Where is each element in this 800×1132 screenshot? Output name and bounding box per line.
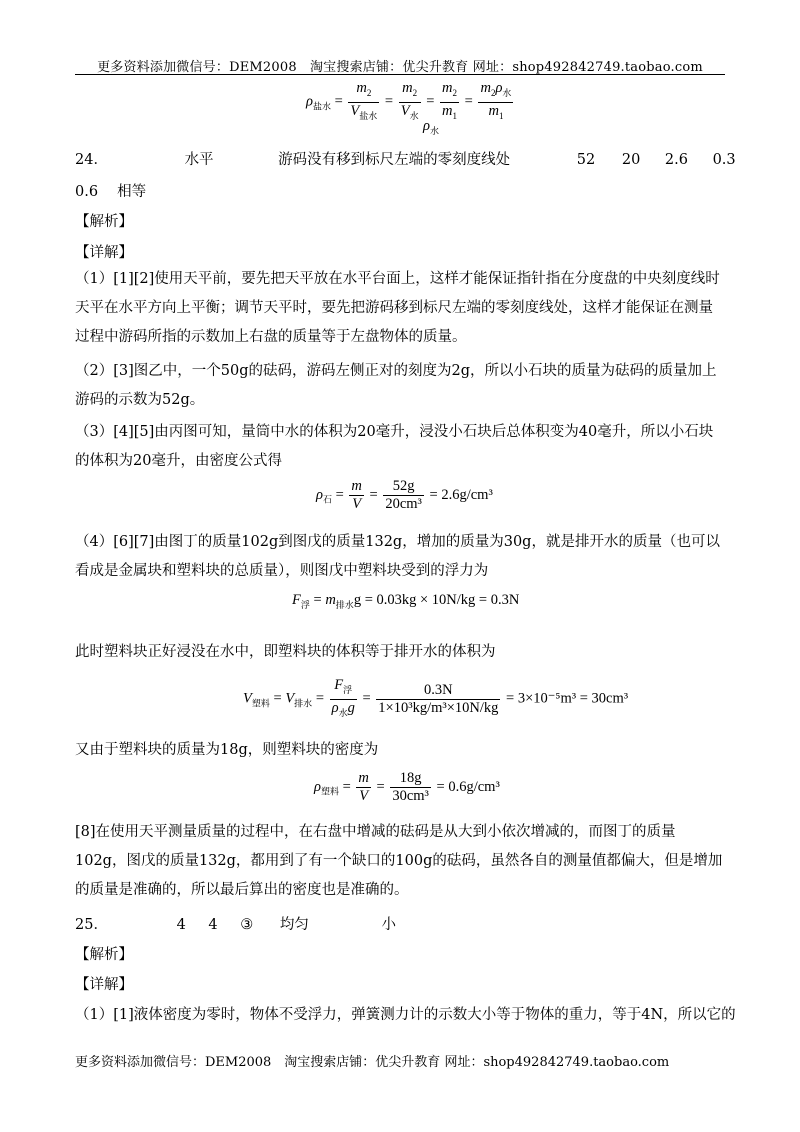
q24-analysis-heading: 【解析】 bbox=[75, 214, 133, 230]
formula-stone-density: $\rho_石$ = $\frac{m}{V}$ = $\frac{52g}{\text{20cm³}}$ = 2.6g/cm³ bbox=[316, 478, 493, 512]
q25-answer-3: ③ bbox=[240, 917, 254, 933]
page-footer: 更多资料添加微信号：DEM2008 淘宝搜索店铺：优尖升教育 网址：shop492842749.taobao.com bbox=[75, 1055, 670, 1070]
q25-answer-5: 小 bbox=[381, 917, 396, 933]
q24-paragraph-4: （4）[6][7]由图丁的质量102g到图戊的质量132g，增加的质量为30g，就是排开水的质量（也可以看成是金属块和塑料块的总质量），则图戊中塑料块受到的浮力为 bbox=[75, 534, 720, 579]
q24-paragraph-6: 又由于塑料块的质量为18g，则塑料块的密度为 bbox=[75, 742, 379, 758]
q24-paragraph-3: （3）[4][5]由丙图可知，量筒中水的体积为20毫升，浸没小石块后总体积变为40毫升，所以小石块的体积为20毫升，由密度公式得 bbox=[75, 424, 714, 469]
q25-detail-heading: 【详解】 bbox=[75, 977, 133, 993]
q25-answer-4: 均匀 bbox=[279, 917, 309, 933]
q25-number: 25． bbox=[75, 917, 108, 933]
q24-number: 24． bbox=[75, 152, 108, 168]
q24-answers-cont: 0.6 相等 bbox=[75, 184, 147, 200]
formula-plastic-volume: $V_{塑料} = V_{排水}$ = $\frac{F_浮}{\rho_水g}$ = $\frac{0.3N}{\text{1×10³kg/m³×10N/kg}}$ = 3×10⁻⁵m³ = 30cm³ bbox=[243, 677, 629, 718]
q25-analysis-heading: 【解析】 bbox=[75, 947, 133, 963]
q24-answers bbox=[75, 150, 736, 170]
q25-answer-2: 4 bbox=[208, 917, 218, 933]
q24-paragraph-7: [8]在使用天平测量质量的过程中，在右盘中增减的砝码是从大到小依次增减的，而图丁的质量102g，图戊的质量132g，都用到了有一个缺口的100g的砝码，虽然各自的测量值都偏大，但是增加的质量是准确的，所以最后算出的密度也是准确的。 bbox=[75, 824, 723, 898]
q24-answer-6: 0.3 bbox=[712, 152, 736, 168]
formula-saltwater-density: $\rho_{盐水}$ = $\frac{m_2}{V_{盐水}}$ = $\frac{m_2}{V_水}$ = $\frac{m_2}{m_1}$ = $\frac{m_2\rho_水}{m_1}$ bbox=[306, 80, 512, 121]
q25-answer-1: 4 bbox=[176, 917, 186, 933]
formula-rho-water: $\rho_水$ bbox=[423, 118, 439, 136]
q24-paragraph-5: 此时塑料块正好浸没在水中，即塑料块的体积等于排开水的体积为 bbox=[75, 644, 496, 660]
q24-answer-3: 52 bbox=[576, 152, 596, 168]
q24-answer-4: 20 bbox=[621, 152, 641, 168]
q24-answer-1: 水平 bbox=[184, 152, 214, 168]
q25-answers bbox=[75, 915, 396, 935]
q24-answer-2: 游码没有移到标尺左端的零刻度线处 bbox=[278, 152, 511, 168]
header-divider bbox=[75, 74, 725, 75]
formula-buoyancy: $F_浮 = m_{排水}g = 0.03kg \times 10N/kg = 0.3N$ bbox=[292, 592, 520, 610]
q24-detail-heading: 【详解】 bbox=[75, 245, 133, 261]
q24-paragraph-2: （2）[3]图乙中，一个50g的砝码，游码左侧正对的刻度为2g，所以小石块的质量为砝码的质量加上游码的示数为52g。 bbox=[75, 363, 717, 408]
q24-answer-5: 2.6 bbox=[664, 152, 688, 168]
q24-paragraph-1: （1）[1][2]使用天平前，要先把天平放在水平台面上，这样才能保证指针指在分度盘的中央刻度线时天平在水平方向上平衡；调节天平时，要先把游码移到标尺左端的零刻度线处，这样才能保证在测量过程中游码所指的示数加上右盘的质量等于左盘物体的质量。 bbox=[75, 271, 720, 345]
page-header: 更多资料添加微信号：DEM2008 淘宝搜索店铺：优尖升教育 网址：shop492842749.taobao.com bbox=[97, 60, 703, 75]
formula-plastic-density: $\rho_{塑料}$ = $\frac{m}{V}$ = $\frac{18g}{\text{30cm³}}$ = 0.6g/cm³ bbox=[314, 770, 500, 804]
q25-paragraph-1: （1）[1]液体密度为零时，物体不受浮力，弹簧测力计的示数大小等于物体的重力，等于4N，所以它的 bbox=[75, 1007, 736, 1023]
